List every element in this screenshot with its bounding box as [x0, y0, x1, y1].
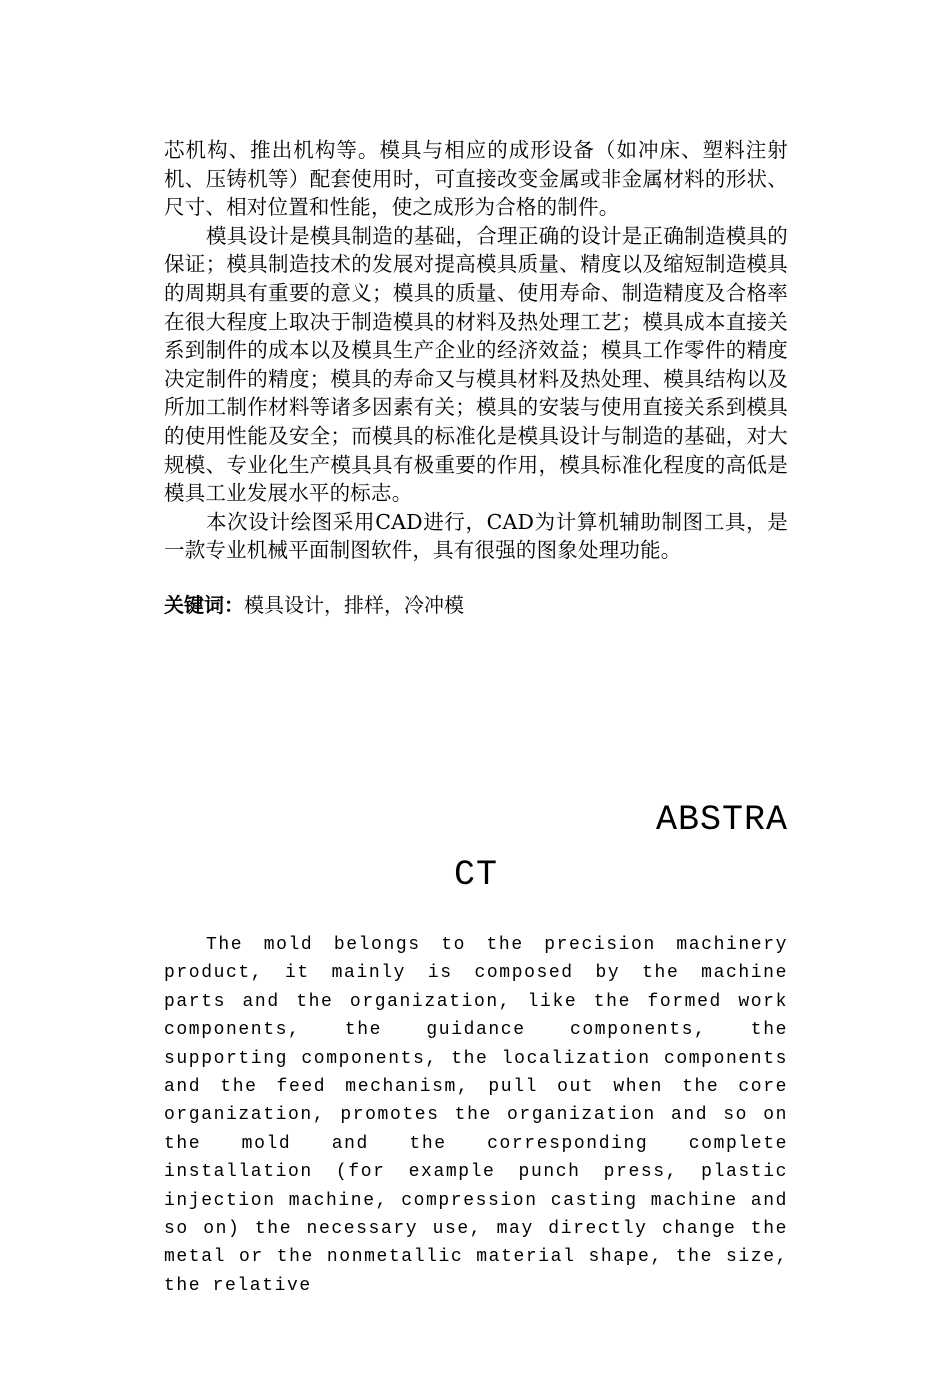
chinese-body	[164, 136, 788, 565]
abstract-title-line-1: ABSTRA	[655, 800, 788, 840]
abstract-body	[164, 931, 788, 1300]
chinese-paragraph-3: 本次设计绘图采用CAD进行，CAD为计算机辅助制图工具，是一款专业机械平面制图软件，具有很强的图象处理功能。	[164, 509, 788, 563]
keywords-value: 模具设计，排样，冷冲模	[244, 593, 464, 617]
abstract-title-line-2: CT	[453, 855, 498, 895]
keywords-label: 关键词：	[164, 593, 244, 617]
abstract-paragraph: The mold belongs to the precision machinery product, it mainly is composed by the machine parts and the organization, like the formed work components, the guidance components, the supporting components, the localization components and the feed mechanism, pull out when the core organization, promotes the organization and so on the mold and the corresponding complete installation (for example punch press, plastic injection machine, compression casting machine and so on) the necessary use, may directly change the metal or the nonmetallic material shape, the size, the relative	[164, 935, 788, 1296]
keywords-line	[164, 591, 788, 619]
chinese-paragraph-2: 模具设计是模具制造的基础，合理正确的设计是正确制造模具的保证；模具制造技术的发展对提高模具质量、精度以及缩短制造模具的周期具有重要的意义；模具的质量、使用寿命、制造精度及合格率在很大程度上取决于制造模具的材料及热处理工艺；模具成本直接关系到制件的成本以及模具生产企业的经济效益；模具工作零件的精度决定制件的精度；模具的寿命又与模具材料及热处理、模具结构以及所加工制作材料等诸多因素有关；模具的安装与使用直接关系到模具的使用性能及安全；而模具的标准化是模具设计与制造的基础，对大规模、专业化生产模具具有极重要的作用，模具标准化程度的高低是模具工业发展水平的标志。	[164, 223, 788, 506]
chinese-paragraph-1: 芯机构、推出机构等。模具与相应的成形设备（如冲床、塑料注射机、压铸机等）配套使用时，可直接改变金属或非金属材料的形状、尺寸、相对位置和性能，使之成形为合格的制件。	[164, 138, 788, 220]
